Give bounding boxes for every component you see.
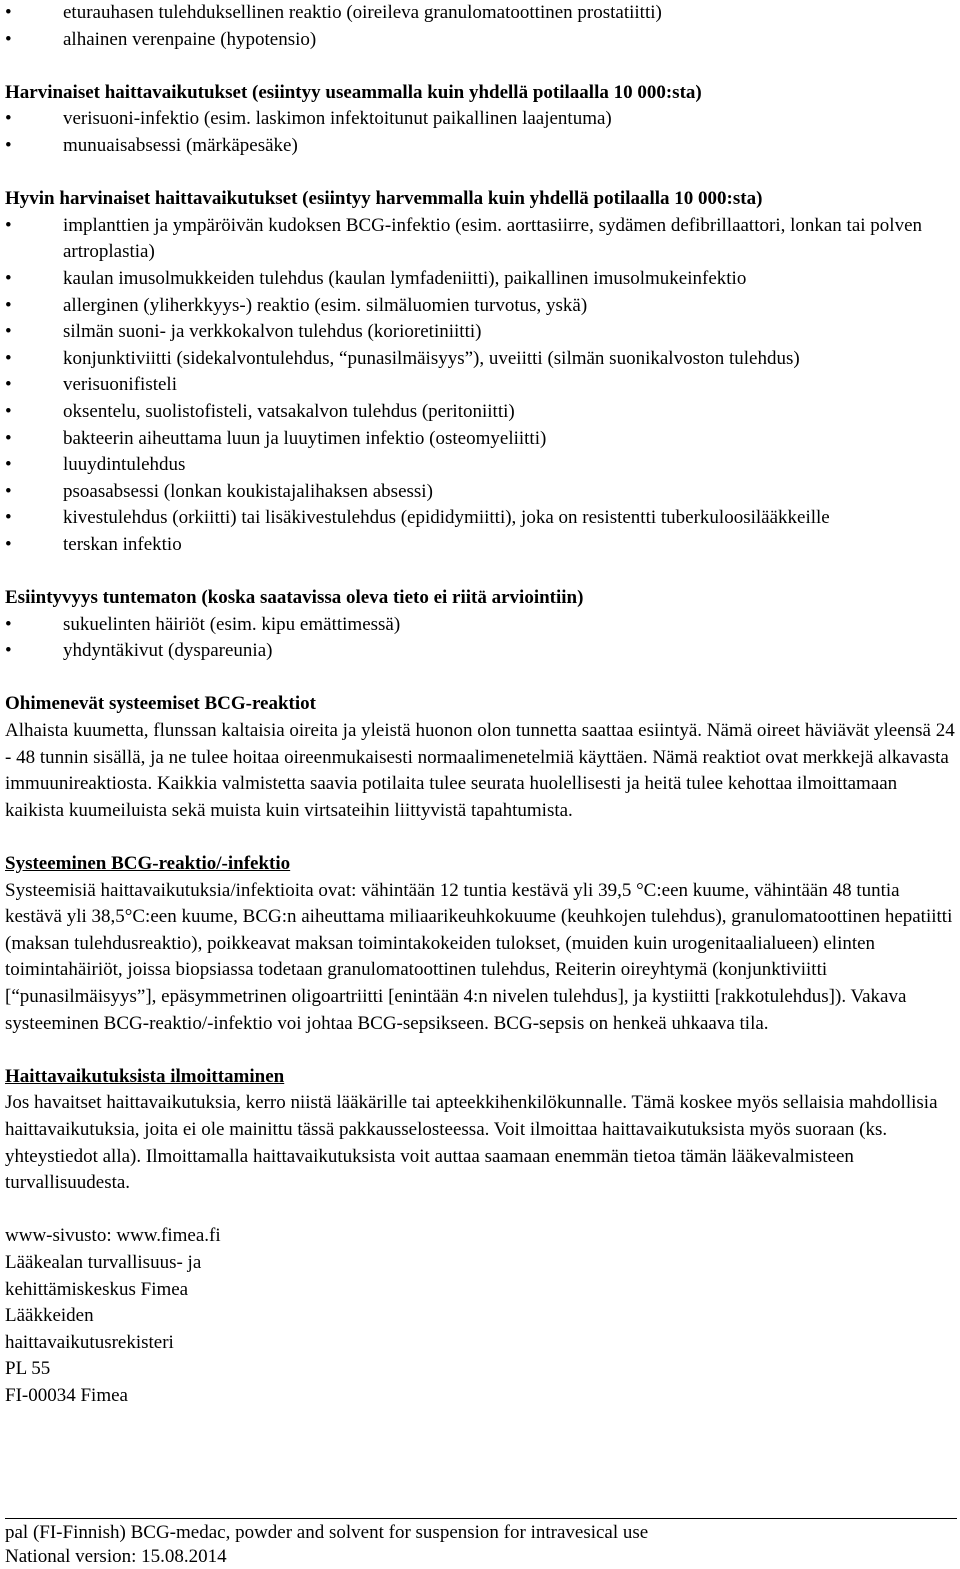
bullet-icon: • xyxy=(5,267,12,289)
contact-line: FI-00034 Fimea xyxy=(5,1384,128,1406)
bullet-icon: • xyxy=(5,2,12,23)
footer-product-line: pal (FI-Finnish) BCG-medac, powder and solvent for suspension for intravesical use xyxy=(5,1522,649,1543)
unknown-frequency-heading: Esiintyvyys tuntematon (koska saatavissa oleva tieto ei riitä arviointiin) xyxy=(5,587,584,609)
bullet-icon: • xyxy=(5,427,12,449)
very-rare-list xyxy=(5,213,957,559)
rare-heading: Harvinaiset haittavaikutukset (esiintyy useammalla kuin yhdellä potilaalla 10 000:sta) xyxy=(5,81,702,103)
document-page xyxy=(5,0,957,1409)
systemic-reaction-text: Systeemisiä haittavaikutuksia/infektioita ovat: vähintään 12 tuntia kestävä yli 39,5 °C:een kuume, vähintään 48 tuntia kestävä yli 38,5°C:een kuume, BCG:n aiheuttama miliaarikeuhkokuume (keuhkojen tulehdus), granulomatoottinen hepatiitti (maksan tulehdusreaktio), poikkeavat maksan toimintakokeiden tulokset, (muiden kuin urogenitaalialueen) elinten toimintahäiriöt, joissa biopsiassa todetaan granulomatoottinen tulehdus, Reiterin oireyhtymä (konjunktiviitti [“punasilmäisyys”], epäsymmetrinen oligoartriitti [enintään 4:n nivelen tulehdus], ja kystiitti [rakkotulehdus]). Vakava systeeminen BCG-reaktio/-infektio voi johtaa BCG-sepsikseen. BCG-sepsis on henkeä uhkaava tila. xyxy=(5,879,953,1034)
list-item: • terskan infektio xyxy=(5,532,957,559)
list-item: • allerginen (yliherkkyys-) reaktio (esim. silmäluomien turvotus, yskä) xyxy=(5,293,957,320)
footer-version-line: National version: 15.08.2014 xyxy=(5,1546,227,1567)
page-footer xyxy=(5,1518,957,1569)
reporting-heading: Haittavaikutuksista ilmoittaminen xyxy=(5,1065,285,1087)
bullet-icon: • xyxy=(5,28,12,50)
bullet-icon: • xyxy=(5,214,12,236)
bullet-icon: • xyxy=(5,374,12,396)
bullet-icon: • xyxy=(5,454,12,476)
bullet-icon: • xyxy=(5,294,12,316)
bullet-icon: • xyxy=(5,507,12,529)
list-item: • konjunktiviitti (sidekalvontulehdus, “punasilmäisyys”), uveiitti (silmän suonikalvoston tulehdus) xyxy=(5,346,957,373)
list-item: • yhdyntäkivut (dyspareunia) xyxy=(5,638,957,665)
list-item: • verisuonifisteli xyxy=(5,372,957,399)
top-bullet-list xyxy=(5,0,957,53)
rare-list xyxy=(5,106,957,159)
systemic-reaction-heading: Systeeminen BCG-reaktio/-infektio xyxy=(5,853,291,874)
list-item: • implanttien ja ympäröivän kudoksen BCG-infektio (esim. aorttasiirre, sydämen defibrillaattori, lonkan tai polven artroplastia) xyxy=(5,214,923,263)
contact-line: PL 55 xyxy=(5,1358,51,1380)
list-item: • oksentelu, suolistofisteli, vatsakalvon tulehdus (peritoniitti) xyxy=(5,399,957,426)
bullet-icon: • xyxy=(5,134,12,156)
contact-line: kehittämiskeskus Fimea xyxy=(5,1278,189,1300)
list-item: • luuydintulehdus xyxy=(5,452,957,479)
list-item: • kivestulehdus (orkiitti) tai lisäkivestulehdus (epididymiitti), joka on resistentti tuberkuloosilääkkeille xyxy=(5,505,957,532)
list-item: • verisuoni-infektio (esim. laskimon infektoitunut paikallinen laajentuma) xyxy=(5,106,957,133)
website-link[interactable]: www-sivusto: www.fimea.fi xyxy=(5,1225,221,1247)
contact-line: Lääkkeiden xyxy=(5,1305,94,1327)
transient-reactions-text: Alhaista kuumetta, flunssan kaltaisia oireita ja yleistä huonon olon tunnetta saattaa esiintyä. Nämä oireet häviävät yleensä 24 - 48 tunnin sisällä, ja ne tulee hoitaa oireenmukaisesti normaalimenetelmiä käyttäen. Nämä reaktiot ovat merkkejä alkavasta immuunireaktiosta. Kaikkia valmistetta saavia potilaita tulee seurata huolellisesti ja heitä tulee kehottaa ilmoittamaan kaikista kuumeiluista sekä muista kuin virtsateihin liittyvistä tapahtumista. xyxy=(5,720,955,821)
list-item: • bakteerin aiheuttama luun ja luuytimen infektio (osteomyeliitti) xyxy=(5,426,957,453)
bullet-icon: • xyxy=(5,480,12,502)
bullet-icon: • xyxy=(5,400,12,422)
transient-reactions-heading: Ohimenevät systeemiset BCG-reaktiot xyxy=(5,693,316,715)
list-item: • munuaisabsessi (märkäpesäke) xyxy=(5,133,957,160)
contact-line: Lääkealan turvallisuus- ja xyxy=(5,1251,202,1273)
list-item: • eturauhasen tulehduksellinen reaktio (oireileva granulomatoottinen prostatiitti) xyxy=(5,0,957,27)
list-item: • alhainen verenpaine (hypotensio) xyxy=(5,27,957,54)
contact-block xyxy=(5,1223,957,1409)
list-item: • psoasabsessi (lonkan koukistajalihaksen absessi) xyxy=(5,479,957,506)
unknown-frequency-list xyxy=(5,612,957,665)
list-item: • kaulan imusolmukkeiden tulehdus (kaulan lymfadeniitti), paikallinen imusolmukeinfektio xyxy=(5,266,957,293)
list-item: • sukuelinten häiriöt (esim. kipu emättimessä) xyxy=(5,612,957,639)
bullet-icon: • xyxy=(5,347,12,369)
bullet-icon: • xyxy=(5,640,12,662)
reporting-text: Jos havaitset haittavaikutuksia, kerro niistä lääkärille tai apteekkihenkilökunnalle. Tämä koskee myös sellaisia mahdollisia haittavaikutuksia, joita ei ole mainittu tässä pakkausselosteessa. Voit ilmoittaa haittavaikutuksista myös suoraan (ks. yhteystiedot alla). Ilmoittamalla haittavaikutuksista voit auttaa saamaan enemmän tietoa tämän lääkevalmisteen turvallisuudesta. xyxy=(5,1092,938,1194)
contact-line: haittavaikutusrekisteri xyxy=(5,1331,174,1353)
bullet-icon: • xyxy=(5,613,12,635)
bullet-icon: • xyxy=(5,533,12,555)
list-item: • silmän suoni- ja verkkokalvon tulehdus (korioretiniitti) xyxy=(5,319,957,346)
very-rare-heading: Hyvin harvinaiset haittavaikutukset (esiintyy harvemmalla kuin yhdellä potilaalla 10 000:sta) xyxy=(5,188,763,210)
bullet-icon: • xyxy=(5,321,12,343)
bullet-icon: • xyxy=(5,108,12,130)
